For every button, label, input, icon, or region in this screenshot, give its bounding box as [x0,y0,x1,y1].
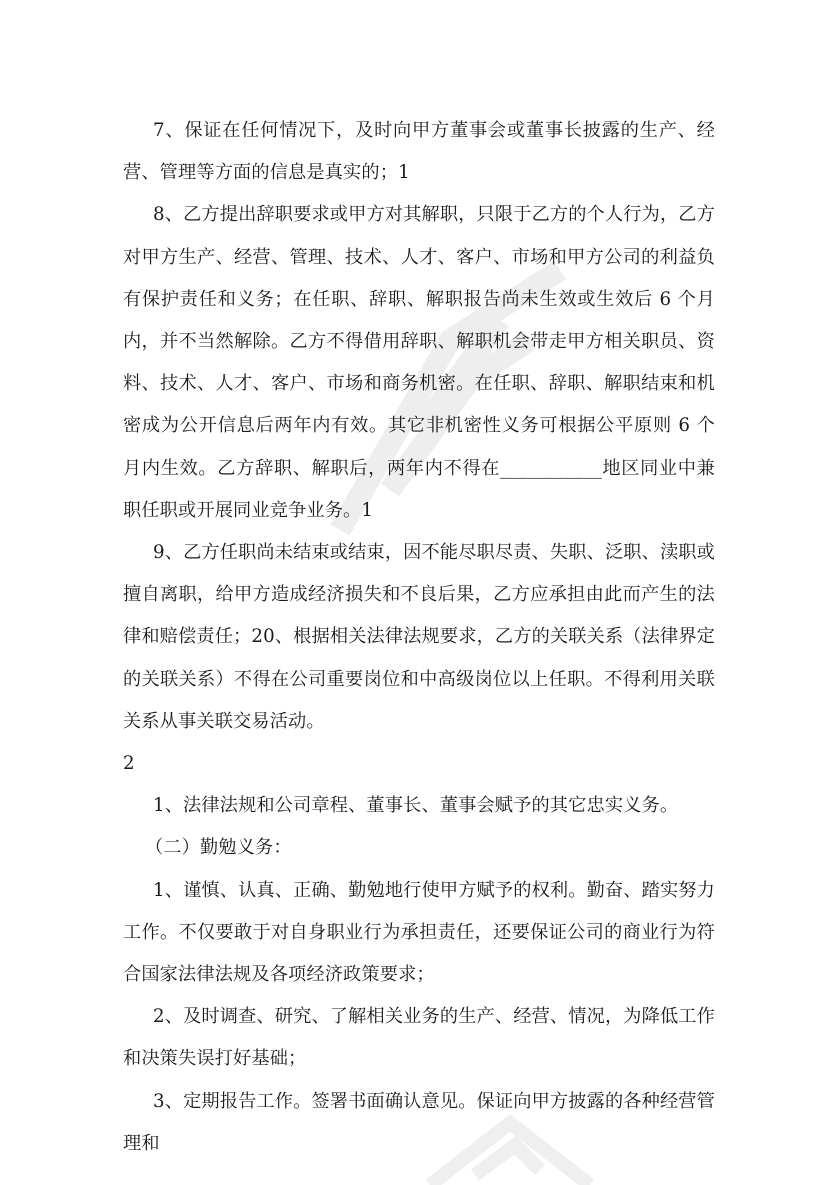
paragraph-number-2: 2 [123,753,135,775]
document-body [123,110,715,1165]
paragraph-item-8: 8、乙方提出辞职要求或甲方对其解职，只限于乙方的个人行为，乙方对甲方生产、经营、管理、技术、人才、客户、市场和甲方公司的利益负有保护责任和义务；在任职、辞职、解职报告尚未生效或生效后 6 个月内，并不当然解除。乙方不得借用辞职、解职机会带走甲方相关职员、资料、技术、人才、客户、市场和商务机密。在任职、辞职、解职结束和机密成为公开信息后两年内有效。其它非机密性义务可根据公平原则 6 个月内生效。乙方辞职、解职后，两年内不得在___________地区同业中兼职任职或开展同业竞争业务。1 [123,204,715,521]
paragraph-loyalty-1: 1、法律法规和公司章程、董事长、董事会赋予的其它忠实义务。 [153,795,679,817]
paragraph-diligence-1: 1、谨慎、认真、正确、勤勉地行使甲方赋予的权利。勤奋、踏实努力工作。不仅要敢于对自身职业行为承担责任，还要保证公司的商业行为符合国家法律法规及各项经济政策要求； [123,879,715,986]
paragraph-diligence-3: 3、定期报告工作。签署书面确认意见。保证向甲方披露的各种经营管理和 [123,1090,715,1154]
paragraph-item-9: 9、乙方任职尚未结束或结束，因不能尽职尽责、失职、泛职、渎职或擅自离职，给甲方造成经济损失和不良后果，乙方应承担由此而产生的法律和赔偿责任；20、根据相关法律法规要求，乙方的关联关系（法律界定的关联关系）不得在公司重要岗位和中高级岗位以上任职。不得利用关联关系从事关联交易活动。 [123,542,715,732]
section-heading-diligence: （二）勤勉义务： [145,837,292,859]
paragraph-diligence-2: 2、及时调查、研究、了解相关业务的生产、经营、情况，为降低工作和决策失误打好基础； [123,1006,715,1070]
paragraph-item-7: 7、保证在任何情况下，及时向甲方董事会或董事长披露的生产、经营、管理等方面的信息是真实的；1 [123,120,715,184]
